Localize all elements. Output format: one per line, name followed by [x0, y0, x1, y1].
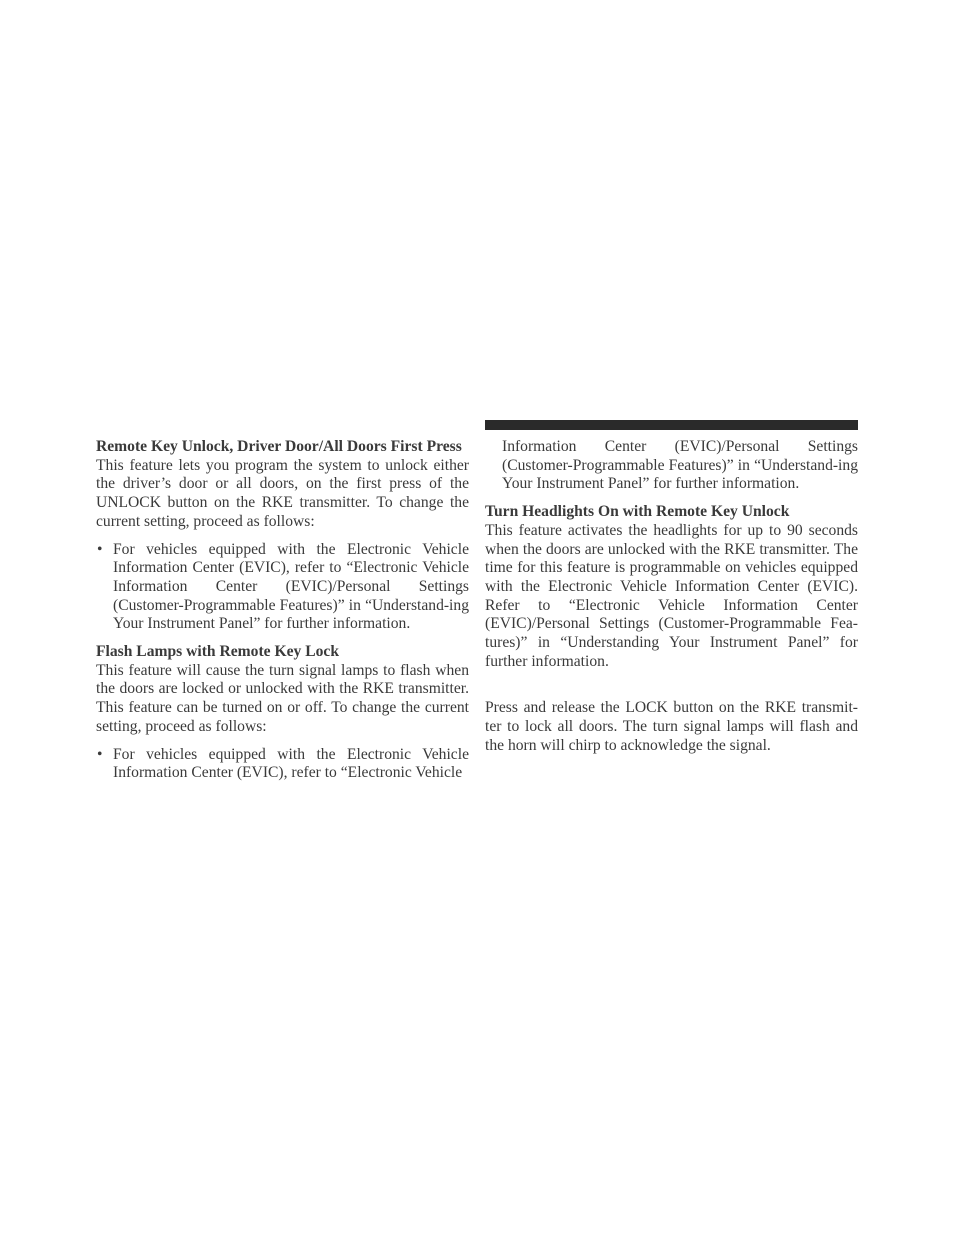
section-heading-turn-headlights: Turn Headlights On with Remote Key Unlock — [485, 503, 790, 521]
section-body-flash-lamps: This feature will cause the turn signal lamps to flash when the doors are locked or unlocked with the RKE transmitter. This feature can be turned on or off. To change the current setting, proceed as follows: — [96, 661, 469, 735]
right-column — [485, 438, 858, 756]
section-heading-remote-key-unlock: Remote Key Unlock, Driver Door/All Doors First Press — [96, 438, 462, 455]
header-rule-bar — [485, 420, 858, 430]
bullet-list-flash-lamps — [96, 746, 469, 783]
bullet-glyph: • — [97, 540, 103, 558]
list-item — [96, 541, 469, 635]
list-item — [96, 746, 469, 783]
bullet-glyph: • — [97, 745, 103, 763]
left-column — [96, 438, 469, 783]
section-heading-flash-lamps: Flash Lamps with Remote Key Lock — [96, 643, 339, 661]
section-body-turn-headlights: This feature activates the headlights for up to 90 seconds when the doors are unlocked with the RKE transmitter. The time for this feature is programmable on vehicles equipped with the Electronic Vehicle Information Center (EVIC). Refer to “Electronic Vehicle Information Center (EVIC)/Personal Settings (Customer-Programmable Fea-tures)” in “Understanding Your Instrument Panel” for further information. — [485, 521, 858, 670]
section-body-remote-key-unlock: This feature lets you program the system to unlock either the driver’s door or all doors, on the first press of the UNLOCK button on the RKE transmitter. To change the current setting, proceed as follows: — [96, 456, 469, 530]
bullet-list-remote-key-unlock — [96, 541, 469, 635]
bullet-text: For vehicles equipped with the Electronic Vehicle Information Center (EVIC), refer to “Electronic Vehicle — [113, 745, 469, 782]
bullet-text: For vehicles equipped with the Electronic Vehicle Information Center (EVIC), refer to “Electronic Vehicle Information Center (EVIC)/Personal Settings (Customer-Programmable Features)” in “Understand-ing Your Instrument Panel” for further information. — [113, 540, 469, 633]
section-body-lock: Press and release the LOCK button on the RKE transmit-ter to lock all doors. The turn signal lamps will flash and the horn will chirp to acknowledge the signal. — [485, 699, 858, 754]
bullet-continuation: Information Center (EVIC)/Personal Settings (Customer-Programmable Features)” in “Understand-ing Your Instrument Panel” for further information. — [502, 438, 858, 493]
